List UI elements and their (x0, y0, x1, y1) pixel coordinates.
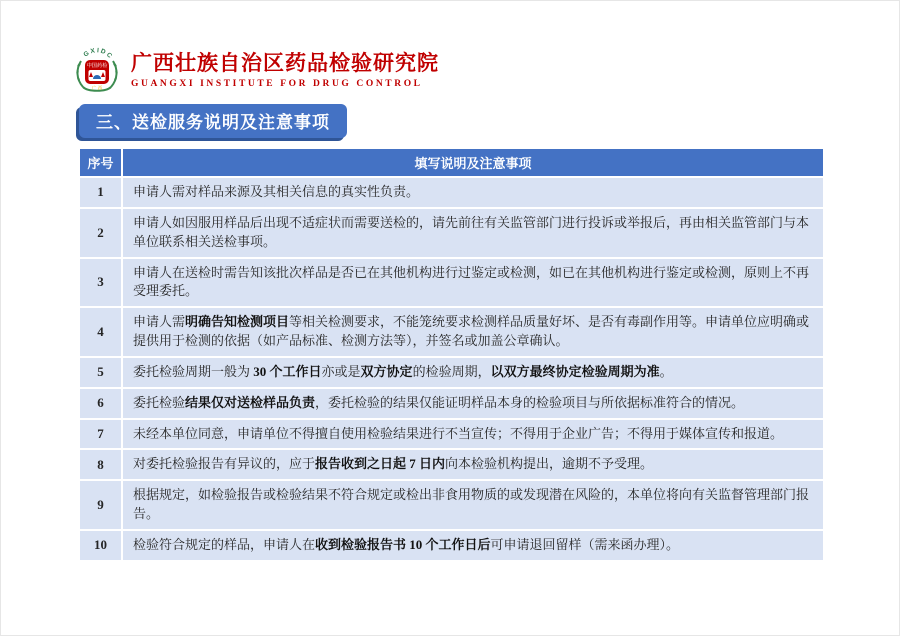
row-description (123, 178, 823, 207)
row-description (123, 481, 823, 529)
description-segment: 的检验周期， (412, 363, 491, 379)
description-segment: 委托检验 (133, 394, 186, 410)
table-row (80, 259, 823, 307)
description-segment: 。 (659, 363, 673, 379)
description-segment: 向本检验机构提出，逾期不予受理。 (445, 456, 654, 472)
row-number: 4 (80, 308, 121, 356)
row-description (123, 259, 823, 307)
row-number: 10 (80, 531, 121, 560)
description-segment: 未经本单位同意，申请单位不得擅自使用检验结果进行不当宣传；不得用于企业广告；不得用于媒体宣传和报道。 (133, 425, 784, 441)
description-segment: ，委托检验的结果仅能证明样品本身的检验项目与所依据标准符合的情况。 (315, 394, 745, 410)
row-description (123, 389, 823, 418)
description-segment: 可申请退回留样（需来函办理）。 (490, 536, 680, 552)
table-row (80, 450, 823, 479)
row-number: 6 (80, 389, 121, 418)
header-cell-number: 序号 (80, 149, 121, 176)
description-bold-segment: 收到检验报告书 10 个工作日后 (315, 536, 491, 552)
row-number: 7 (80, 420, 121, 449)
description-bold-segment: 明确告知检测项目 (185, 314, 290, 330)
notes-table-body (80, 178, 823, 560)
description-bold-segment: 报告收到之日起 7 日内 (315, 456, 446, 472)
svg-text:GXIDC (82, 47, 114, 61)
table-row (80, 389, 823, 418)
logo-center-text: 中国药检 (86, 63, 108, 69)
description-segment: 申请人在送检时需告知该批次样品是否已在其他机构进行过鉴定或检测，如已在其他机构进行鉴定或检测，原则上不再受理委托。 (133, 264, 810, 299)
logo-bottom-text: 广 西 (91, 85, 103, 91)
header-cell-description: 填写说明及注意事项 (123, 149, 823, 176)
notes-table (78, 147, 825, 562)
institute-names (131, 51, 439, 89)
description-bold-segment: 以双方最终协定检验周期为准 (490, 363, 660, 379)
table-row (80, 209, 823, 257)
description-segment: 申请人需 (133, 314, 186, 330)
row-description (123, 531, 823, 560)
row-description (123, 308, 823, 356)
table-row (80, 308, 823, 356)
notes-table-head (80, 149, 823, 176)
row-description (123, 209, 823, 257)
table-row (80, 531, 823, 560)
institute-name-cn: 广西壮族自治区药品检验研究院 (131, 51, 439, 75)
section-title-banner: 三、送检服务说明及注意事项 (79, 104, 347, 138)
description-segment: 对委托检验报告有异议的，应于 (133, 456, 316, 472)
row-description (123, 358, 823, 387)
description-segment: 亦或是 (321, 363, 361, 379)
header-row (80, 149, 823, 176)
table-row (80, 420, 823, 449)
row-number: 1 (80, 178, 121, 207)
description-bold-segment: 双方协定 (360, 363, 413, 379)
description-segment: 等相关检测要求，不能笼统要求检测样品质量好坏、是否有毒副作用等。申请单位应明确或提供用于检测的依据（如产品标准、检测方法等），并签名或加盖公章确认。 (133, 314, 810, 349)
institute-name-en: GUANGXI INSTITUTE FOR DRUG CONTROL (131, 79, 423, 90)
table-row (80, 358, 823, 387)
row-number: 2 (80, 209, 121, 257)
row-number: 5 (80, 358, 121, 387)
description-segment: 申请人如因服用样品后出现不适症状而需要送检的，请先前往有关监管部门进行投诉或举报后，再由相关监管部门与本单位联系相关送检事项。 (133, 214, 810, 249)
row-description (123, 420, 823, 449)
row-description (123, 450, 823, 479)
logo-top-text: GXIDC (82, 47, 115, 61)
institute-header (72, 43, 439, 97)
row-number: 9 (80, 481, 121, 529)
description-bold-segment: 30 个工作日 (253, 363, 322, 379)
description-segment: 申请人需对样品来源及其相关信息的真实性负责。 (133, 184, 420, 199)
description-segment: 根据规定，如检验报告或检验结果不符合规定或检出非食用物质的或发现潜在风险的，本单位将向有关监督管理部门报告。 (133, 487, 810, 522)
description-segment: 委托检验周期一般为 (133, 363, 254, 379)
institute-logo-icon (72, 43, 122, 97)
row-number: 3 (80, 259, 121, 307)
table-row (80, 481, 823, 529)
row-number: 8 (80, 450, 121, 479)
description-segment: 检验符合规定的样品，申请人在 (133, 536, 316, 552)
description-bold-segment: 结果仅对送检样品负责 (185, 394, 316, 410)
table-row (80, 178, 823, 207)
